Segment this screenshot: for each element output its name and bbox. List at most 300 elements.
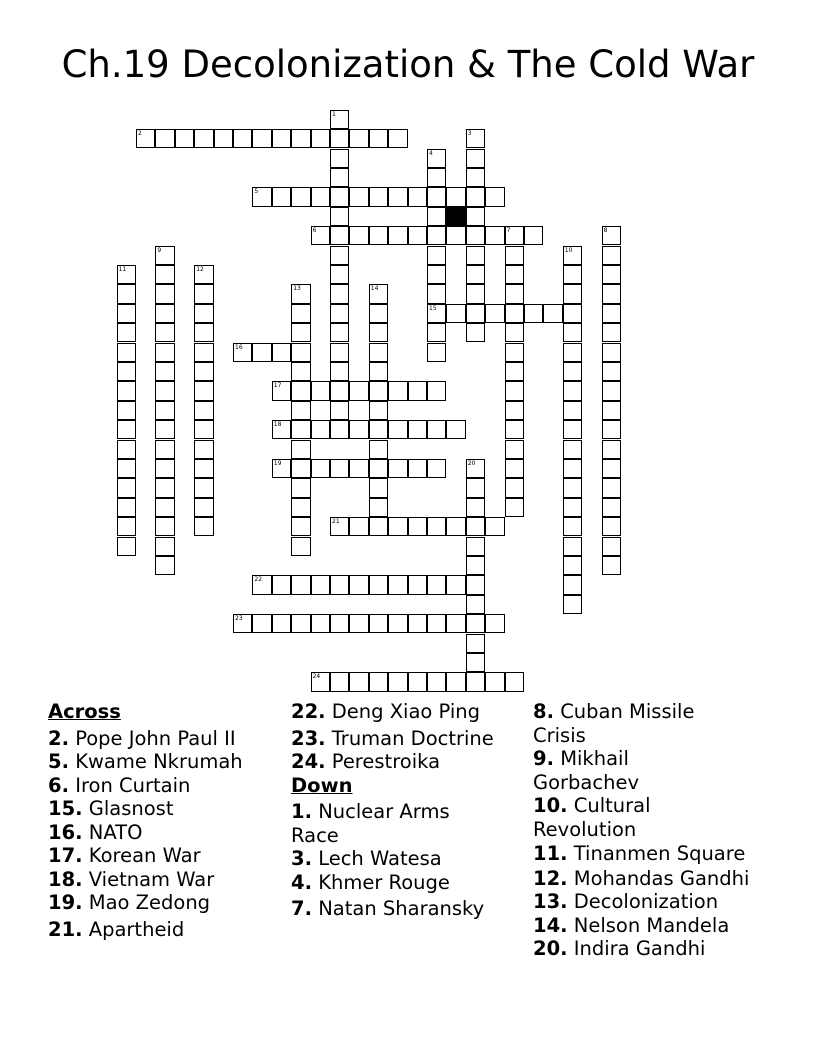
grid-cell[interactable]	[563, 537, 582, 556]
grid-cell[interactable]	[330, 323, 349, 342]
grid-cell[interactable]	[194, 420, 213, 439]
grid-cell[interactable]	[155, 537, 174, 556]
grid-cell[interactable]	[369, 614, 388, 633]
grid-cell[interactable]	[427, 265, 446, 284]
grid-cell[interactable]	[466, 478, 485, 497]
grid-cell[interactable]	[427, 672, 446, 691]
grid-cell[interactable]	[602, 362, 621, 381]
grid-cell[interactable]	[117, 459, 136, 478]
grid-cell[interactable]	[485, 304, 504, 323]
grid-cell[interactable]	[194, 517, 213, 536]
grid-cell[interactable]	[330, 575, 349, 594]
grid-cell[interactable]	[330, 304, 349, 323]
grid-cell[interactable]	[602, 226, 621, 245]
grid-cell[interactable]	[194, 401, 213, 420]
grid-clue-number: 2	[138, 130, 142, 138]
grid-cell[interactable]	[485, 226, 504, 245]
grid-cell[interactable]	[291, 323, 310, 342]
grid-cell[interactable]	[563, 362, 582, 381]
grid-cell[interactable]	[505, 343, 524, 362]
grid-cell[interactable]	[505, 362, 524, 381]
grid-cell[interactable]	[117, 381, 136, 400]
grid-cell[interactable]	[330, 226, 349, 245]
grid-cell[interactable]	[505, 381, 524, 400]
grid-cell[interactable]	[330, 362, 349, 381]
grid-cell[interactable]	[330, 187, 349, 206]
grid-cell[interactable]	[311, 381, 330, 400]
grid-cell[interactable]	[330, 517, 349, 536]
grid-cell[interactable]	[155, 265, 174, 284]
grid-clue-number: 21	[332, 518, 340, 526]
grid-cell[interactable]	[311, 129, 330, 148]
grid-cell[interactable]	[117, 498, 136, 517]
grid-cell[interactable]	[602, 265, 621, 284]
grid-cell[interactable]	[466, 517, 485, 536]
grid-clue-number: 18	[273, 421, 282, 429]
grid-cell[interactable]	[349, 129, 368, 148]
grid-cell[interactable]	[485, 672, 504, 691]
grid-cell[interactable]	[117, 478, 136, 497]
clue-column-3	[533, 700, 773, 961]
grid-cell[interactable]	[291, 343, 310, 362]
grid-clue-number: 5	[254, 188, 259, 196]
grid-cell[interactable]	[466, 168, 485, 187]
grid-clue-number: 4	[429, 149, 433, 157]
grid-cell[interactable]	[408, 517, 427, 536]
grid-cell[interactable]	[311, 614, 330, 633]
grid-cell[interactable]	[330, 381, 349, 400]
grid-cell[interactable]	[155, 304, 174, 323]
grid-cell[interactable]	[446, 614, 465, 633]
grid-cell[interactable]	[408, 420, 427, 439]
grid-cell[interactable]	[272, 420, 291, 439]
clue-across-16: 16. NATO	[48, 820, 143, 844]
grid-cell[interactable]	[563, 304, 582, 323]
across-heading: Across	[48, 700, 121, 723]
grid-cell[interactable]	[388, 129, 407, 148]
grid-cell[interactable]	[466, 284, 485, 303]
grid-cell[interactable]	[194, 478, 213, 497]
grid-cell[interactable]	[427, 284, 446, 303]
grid-clue-number: 20	[467, 459, 476, 467]
grid-cell[interactable]	[291, 381, 310, 400]
grid-cell[interactable]	[446, 226, 465, 245]
grid-cell[interactable]	[291, 614, 310, 633]
grid-cell[interactable]	[330, 168, 349, 187]
grid-cell[interactable]	[563, 440, 582, 459]
grid-cell[interactable]	[155, 478, 174, 497]
clue-down-8: 8. Cuban Missile Crisis	[533, 700, 695, 747]
grid-clue-number: 14	[370, 285, 379, 293]
grid-cell[interactable]	[602, 323, 621, 342]
grid-cell[interactable]	[349, 187, 368, 206]
grid-cell[interactable]	[349, 672, 368, 691]
grid-cell[interactable]	[349, 517, 368, 536]
grid-cell[interactable]	[563, 595, 582, 614]
grid-cell[interactable]	[330, 420, 349, 439]
grid-cell[interactable]	[602, 556, 621, 575]
grid-cell[interactable]	[194, 284, 213, 303]
grid-cell[interactable]	[330, 265, 349, 284]
puzzle-title: Ch.19 Decolonization & The Cold War	[61, 43, 755, 86]
grid-clue-number: 15	[429, 304, 437, 312]
grid-cell[interactable]	[117, 284, 136, 303]
grid-cell[interactable]	[291, 459, 310, 478]
grid-clue-number: 22	[254, 576, 263, 584]
grid-cell[interactable]	[466, 614, 485, 633]
grid-cell[interactable]	[466, 304, 485, 323]
grid-cell[interactable]	[194, 459, 213, 478]
grid-cell[interactable]	[427, 517, 446, 536]
grid-cell[interactable]	[466, 459, 485, 478]
grid-cell[interactable]	[369, 226, 388, 245]
clue-down-20: 20. Indira Gandhi	[533, 937, 706, 960]
grid-cell[interactable]	[330, 110, 349, 129]
grid-cell[interactable]	[427, 323, 446, 342]
grid-cell[interactable]	[427, 168, 446, 187]
grid-cell[interactable]	[408, 459, 427, 478]
grid-cell[interactable]	[602, 284, 621, 303]
grid-cell[interactable]	[252, 614, 271, 633]
grid-cell[interactable]	[446, 517, 465, 536]
grid-cell[interactable]	[349, 226, 368, 245]
grid-clue-number: 3	[467, 130, 472, 138]
grid-cell[interactable]	[602, 517, 621, 536]
grid-cell[interactable]	[446, 672, 465, 691]
grid-cell[interactable]	[563, 323, 582, 342]
grid-cell[interactable]	[194, 498, 213, 517]
grid-cell[interactable]	[155, 459, 174, 478]
grid-cell[interactable]	[349, 614, 368, 633]
grid-cell[interactable]	[155, 129, 174, 148]
grid-cell[interactable]	[155, 517, 174, 536]
grid-cell[interactable]	[117, 362, 136, 381]
grid-cell[interactable]	[117, 323, 136, 342]
grid-cell[interactable]	[505, 420, 524, 439]
grid-cell[interactable]	[466, 556, 485, 575]
grid-cell[interactable]	[369, 362, 388, 381]
grid-cell[interactable]	[563, 459, 582, 478]
grid-cell[interactable]	[272, 187, 291, 206]
grid-cell[interactable]	[505, 284, 524, 303]
grid-cell[interactable]	[311, 575, 330, 594]
clue-across-5: 5. Kwame Nkrumah	[48, 750, 243, 773]
grid-cell[interactable]	[602, 401, 621, 420]
grid-cell[interactable]	[524, 226, 543, 245]
grid-cell[interactable]	[563, 517, 582, 536]
grid-cell[interactable]	[466, 207, 485, 226]
grid-cell[interactable]	[155, 381, 174, 400]
grid-cell[interactable]	[485, 517, 504, 536]
grid-cell[interactable]	[563, 556, 582, 575]
grid-cell[interactable]	[446, 304, 465, 323]
grid-cell[interactable]	[563, 265, 582, 284]
grid-cell[interactable]	[427, 575, 446, 594]
grid-cell[interactable]	[446, 575, 465, 594]
grid-cell[interactable]	[155, 343, 174, 362]
grid-cell[interactable]	[602, 304, 621, 323]
grid-cell[interactable]	[505, 478, 524, 497]
grid-cell[interactable]	[155, 440, 174, 459]
grid-cell[interactable]	[291, 498, 310, 517]
grid-cell[interactable]	[117, 304, 136, 323]
grid-cell[interactable]	[602, 381, 621, 400]
grid-cell[interactable]	[330, 284, 349, 303]
grid-cell[interactable]	[602, 459, 621, 478]
grid-cell[interactable]	[369, 440, 388, 459]
grid-cell[interactable]	[369, 517, 388, 536]
grid-cell[interactable]	[369, 459, 388, 478]
grid-cell[interactable]	[602, 246, 621, 265]
grid-cell[interactable]	[369, 478, 388, 497]
clue-down-7: 7. Natan Sharansky	[291, 897, 485, 920]
grid-cell[interactable]	[408, 614, 427, 633]
grid-cell[interactable]	[388, 575, 407, 594]
grid-cell[interactable]	[330, 614, 349, 633]
grid-cell[interactable]	[369, 304, 388, 323]
grid-cell[interactable]	[388, 187, 407, 206]
grid-cell[interactable]	[155, 246, 174, 265]
grid-cell[interactable]	[369, 187, 388, 206]
grid-cell[interactable]	[194, 343, 213, 362]
grid-clue-number: 1	[332, 110, 336, 118]
grid-cell[interactable]	[311, 226, 330, 245]
grid-cell[interactable]	[485, 187, 504, 206]
grid-cell[interactable]	[388, 420, 407, 439]
grid-cell[interactable]	[117, 401, 136, 420]
grid-cell[interactable]	[388, 459, 407, 478]
grid-cell[interactable]	[311, 672, 330, 691]
grid-cell[interactable]	[466, 634, 485, 653]
grid-cell[interactable]	[505, 459, 524, 478]
grid-cell[interactable]	[369, 420, 388, 439]
grid-cell[interactable]	[505, 323, 524, 342]
grid-cell[interactable]	[563, 401, 582, 420]
grid-cell[interactable]	[543, 304, 562, 323]
grid-cell[interactable]	[427, 226, 446, 245]
grid-cell[interactable]	[427, 149, 446, 168]
grid-cell[interactable]	[155, 323, 174, 342]
grid-cell[interactable]	[563, 575, 582, 594]
grid-cell[interactable]	[369, 343, 388, 362]
grid-cell[interactable]	[369, 575, 388, 594]
grid-cell[interactable]	[349, 381, 368, 400]
grid-cell[interactable]	[155, 556, 174, 575]
grid-cell[interactable]	[388, 517, 407, 536]
grid-cell[interactable]	[291, 129, 310, 148]
grid-cell[interactable]	[194, 362, 213, 381]
grid-cell[interactable]	[466, 149, 485, 168]
grid-cell[interactable]	[233, 343, 252, 362]
grid-cell[interactable]	[291, 517, 310, 536]
grid-cell[interactable]	[505, 246, 524, 265]
grid-cell[interactable]	[194, 265, 213, 284]
grid-cell[interactable]	[485, 614, 504, 633]
grid-cell[interactable]	[505, 401, 524, 420]
grid-cell[interactable]	[369, 401, 388, 420]
grid-cell[interactable]	[408, 226, 427, 245]
grid-cell[interactable]	[291, 575, 310, 594]
grid-cell[interactable]	[466, 323, 485, 342]
grid-cell[interactable]	[505, 672, 524, 691]
grid-cell[interactable]	[446, 187, 465, 206]
grid-cell[interactable]	[466, 653, 485, 672]
grid-cell[interactable]	[602, 440, 621, 459]
grid-cell[interactable]	[291, 440, 310, 459]
grid-cell[interactable]	[602, 420, 621, 439]
grid-cell[interactable]	[408, 187, 427, 206]
grid-cell[interactable]	[330, 207, 349, 226]
grid-cell[interactable]	[330, 459, 349, 478]
grid-cell[interactable]	[349, 575, 368, 594]
grid-cell[interactable]	[291, 304, 310, 323]
grid-cell[interactable]	[233, 129, 252, 148]
grid-cell[interactable]	[272, 614, 291, 633]
grid-cell[interactable]	[563, 420, 582, 439]
grid-cell[interactable]	[408, 672, 427, 691]
grid-cell[interactable]	[349, 459, 368, 478]
grid-cell[interactable]	[272, 381, 291, 400]
grid-cell[interactable]	[427, 304, 446, 323]
grid-cell[interactable]	[427, 459, 446, 478]
grid-cell[interactable]	[349, 420, 368, 439]
grid-cell[interactable]	[369, 498, 388, 517]
clue-across-23: 23. Truman Doctrine	[291, 726, 494, 750]
grid-cell[interactable]	[291, 187, 310, 206]
grid-cell[interactable]	[136, 129, 155, 148]
grid-cell[interactable]	[505, 498, 524, 517]
grid-cell[interactable]	[369, 284, 388, 303]
grid-cell[interactable]	[291, 420, 310, 439]
grid-cell[interactable]	[252, 575, 271, 594]
grid-cell[interactable]	[214, 129, 233, 148]
grid-cell[interactable]	[563, 343, 582, 362]
grid-cell[interactable]	[466, 187, 485, 206]
grid-cell[interactable]	[291, 284, 310, 303]
grid-cell[interactable]	[311, 459, 330, 478]
grid-cell[interactable]	[466, 129, 485, 148]
grid-cell[interactable]	[291, 537, 310, 556]
grid-cell[interactable]	[466, 672, 485, 691]
grid-cell[interactable]	[155, 362, 174, 381]
grid-cell[interactable]	[388, 672, 407, 691]
grid-cell[interactable]	[252, 187, 271, 206]
clue-across-21: 21. Apartheid	[48, 917, 185, 941]
grid-cell[interactable]	[291, 478, 310, 497]
grid-cell[interactable]	[408, 381, 427, 400]
grid-cell[interactable]	[252, 129, 271, 148]
grid-cell[interactable]	[117, 440, 136, 459]
grid-cell[interactable]	[602, 343, 621, 362]
grid-cell[interactable]	[388, 381, 407, 400]
grid-cell[interactable]	[330, 672, 349, 691]
grid-cell[interactable]	[194, 323, 213, 342]
grid-cell[interactable]	[427, 420, 446, 439]
grid-cell[interactable]	[291, 362, 310, 381]
grid-cell[interactable]	[117, 343, 136, 362]
grid-cell[interactable]	[446, 420, 465, 439]
grid-cell[interactable]	[602, 537, 621, 556]
grid-cell[interactable]	[563, 284, 582, 303]
grid-cell[interactable]	[505, 265, 524, 284]
grid-cell[interactable]	[233, 614, 252, 633]
clue-across-6: 6. Iron Curtain	[48, 773, 191, 797]
grid-cell[interactable]	[311, 187, 330, 206]
grid-cell[interactable]	[427, 187, 446, 206]
grid-cell[interactable]	[466, 498, 485, 517]
grid-cell[interactable]	[175, 129, 194, 148]
grid-cell[interactable]	[330, 401, 349, 420]
grid-cell[interactable]	[155, 420, 174, 439]
grid-cell[interactable]	[330, 149, 349, 168]
grid-cell[interactable]	[194, 129, 213, 148]
grid-cell[interactable]	[427, 614, 446, 633]
grid-cell[interactable]	[408, 575, 427, 594]
grid-cell[interactable]	[330, 246, 349, 265]
grid-cell[interactable]	[272, 459, 291, 478]
grid-cell[interactable]	[563, 381, 582, 400]
grid-cell[interactable]	[117, 517, 136, 536]
grid-cell[interactable]	[427, 246, 446, 265]
black-square	[446, 207, 465, 226]
grid-cell[interactable]	[330, 129, 349, 148]
grid-cell[interactable]	[505, 304, 524, 323]
grid-cell[interactable]	[155, 284, 174, 303]
grid-cell[interactable]	[330, 343, 349, 362]
grid-cell[interactable]	[194, 381, 213, 400]
clue-across-18: 18. Vietnam War	[48, 867, 215, 891]
grid-cell[interactable]	[563, 246, 582, 265]
grid-cell[interactable]	[369, 129, 388, 148]
grid-cell[interactable]	[117, 537, 136, 556]
grid-cell[interactable]	[155, 498, 174, 517]
grid-cell[interactable]	[369, 672, 388, 691]
grid-cell[interactable]	[505, 440, 524, 459]
grid-cell[interactable]	[291, 401, 310, 420]
grid-cell[interactable]	[369, 381, 388, 400]
grid-cell[interactable]	[466, 265, 485, 284]
grid-cell[interactable]	[427, 381, 446, 400]
grid-cell[interactable]	[466, 575, 485, 594]
grid-cell[interactable]	[427, 207, 446, 226]
grid-cell[interactable]	[427, 343, 446, 362]
grid-cell[interactable]	[272, 129, 291, 148]
grid-cell[interactable]	[388, 226, 407, 245]
grid-cell[interactable]	[155, 401, 174, 420]
grid-cell[interactable]	[252, 343, 271, 362]
grid-cell[interactable]	[563, 478, 582, 497]
grid-cell[interactable]	[466, 226, 485, 245]
grid-cell[interactable]	[194, 440, 213, 459]
grid-cell[interactable]	[466, 595, 485, 614]
grid-cell[interactable]	[466, 246, 485, 265]
grid-cell[interactable]	[311, 420, 330, 439]
grid-cell[interactable]	[602, 478, 621, 497]
grid-cell[interactable]	[466, 537, 485, 556]
grid-cell[interactable]	[272, 343, 291, 362]
grid-cell[interactable]	[272, 575, 291, 594]
grid-cell[interactable]	[117, 420, 136, 439]
grid-cell[interactable]	[117, 265, 136, 284]
grid-cell[interactable]	[602, 498, 621, 517]
grid-cell[interactable]	[505, 226, 524, 245]
grid-cell[interactable]	[369, 323, 388, 342]
grid-cell[interactable]	[524, 304, 543, 323]
grid-cell[interactable]	[194, 304, 213, 323]
grid-cell[interactable]	[563, 498, 582, 517]
clue-down-3: 3. Lech Watesa	[291, 847, 442, 870]
grid-cell[interactable]	[388, 614, 407, 633]
